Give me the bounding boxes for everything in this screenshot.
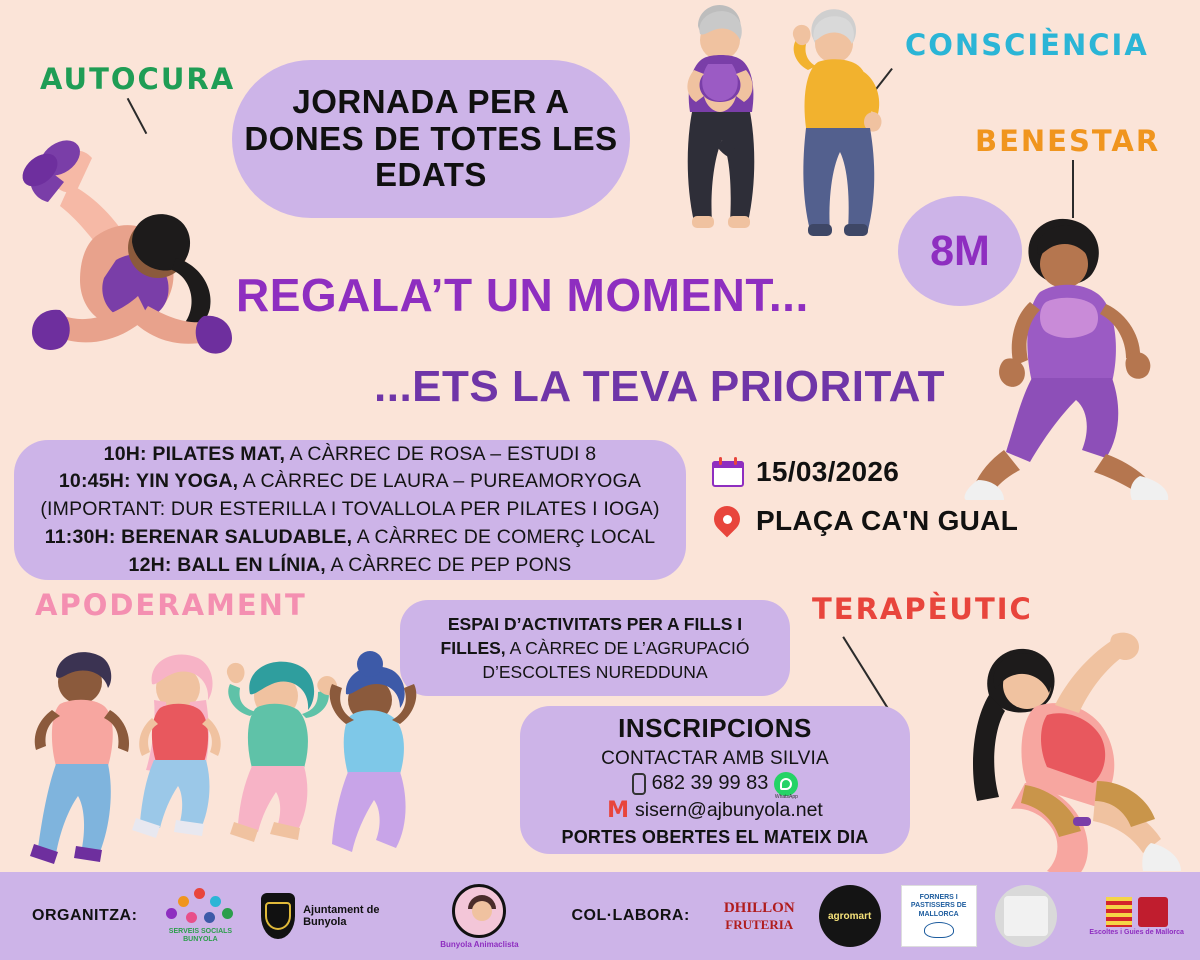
logo-ajuntament bbox=[261, 893, 401, 939]
kids-activity-bubble bbox=[400, 600, 790, 696]
footer-organitza-label: ORGANITZA: bbox=[32, 907, 138, 924]
illustration-lunge-woman bbox=[960, 210, 1200, 500]
logo-agromart-caption: agromart bbox=[827, 910, 872, 922]
logo-dhillon-line2: FRUTERIA bbox=[725, 916, 794, 932]
logo-dhillon-fruteria bbox=[724, 900, 795, 933]
illustration-dancing-group bbox=[18, 640, 418, 870]
illustration-side-stretch-woman bbox=[955, 585, 1200, 885]
ajuntament-shield-icon bbox=[261, 893, 295, 939]
whatsapp-label: WhatsApp bbox=[774, 793, 798, 800]
logo-bunyola-animaclista bbox=[427, 884, 531, 949]
inscriptions-phone[interactable]: 682 39 99 83 bbox=[651, 772, 769, 794]
headline-line-2: ...ETS LA TEVA PRIORITAT bbox=[374, 362, 945, 411]
logo-agromart bbox=[819, 885, 881, 947]
inscriptions-phone-row bbox=[632, 772, 799, 800]
kids-activity-rest: A CÀRREC DE L’AGRUPACIÓ D’ESCOLTES NUREDDUNA bbox=[482, 637, 750, 683]
logo-coin bbox=[995, 885, 1057, 947]
inscriptions-title: INSCRIPCIONS bbox=[618, 712, 812, 743]
event-date: 15/03/2026 bbox=[756, 456, 900, 487]
logo-dhillon-line1: DHILLON bbox=[723, 899, 795, 916]
calendar-icon bbox=[712, 457, 744, 487]
schedule-item: 10H: PILATES MAT, A CÀRREC DE ROSA – ESTUDI 8 bbox=[103, 442, 597, 465]
keyword-terapeutic: TERAPÈUTIC bbox=[812, 592, 1033, 626]
logo-bunyola-caption: Bunyola Animaclista bbox=[440, 939, 519, 949]
badge-8m-label: 8M bbox=[930, 226, 990, 275]
keyword-benestar: BENESTAR bbox=[975, 124, 1161, 158]
logo-forn-caption: FORNERS I PASTISSERS DE MALLORCA bbox=[910, 894, 967, 918]
inscriptions-note: PORTES OBERTES EL MATEIX DIA bbox=[561, 826, 869, 847]
keyword-consciencia: CONSCIÈNCIA bbox=[905, 28, 1149, 62]
poster-title: JORNADA PER A DONES DE TOTES LES EDATS bbox=[244, 82, 618, 194]
kids-activity-bold: ESPAI D’ACTIVITATS PER A FILLS I FILLES, bbox=[440, 613, 743, 658]
inscriptions-email-row bbox=[607, 798, 823, 823]
inscriptions-email[interactable]: sisern@ajbunyola.net bbox=[635, 798, 823, 821]
schedule-item: 10:45H: YIN YOGA, A CÀRREC DE LAURA – PUREAMORYOGA bbox=[58, 470, 642, 493]
title-bubble bbox=[232, 60, 630, 218]
event-place: PLAÇA CA'N GUAL bbox=[756, 505, 1019, 536]
mail-icon: M bbox=[607, 797, 630, 823]
keyword-terapeutic-line bbox=[842, 636, 891, 713]
logo-escoltes-guies bbox=[1077, 897, 1197, 936]
illustration-stretching-woman bbox=[778, 2, 898, 252]
logo-serveis-socials-caption: SERVEIS SOCIALS BUNYOLA bbox=[168, 928, 233, 943]
logo-ajuntament-caption: Ajuntament de Bunyola bbox=[303, 904, 380, 928]
illustration-pilates-woman bbox=[8, 110, 238, 370]
logo-escoltes-caption: Escoltes i Guies de Mallorca bbox=[1089, 928, 1184, 936]
escoltes-emblem-icon bbox=[1138, 897, 1168, 927]
keyword-apoderament: APODERAMENT bbox=[35, 588, 307, 622]
logo-serveis-socials bbox=[155, 888, 245, 943]
event-place-row bbox=[712, 504, 1018, 538]
keyword-autocura: AUTOCURA bbox=[40, 62, 236, 96]
schedule-item: 12H: BALL EN LÍNIA, A CÀRREC DE PEP PONS bbox=[128, 553, 572, 576]
schedule-item: 11:30H: BERENAR SALUDABLE, A CÀRREC DE COMERÇ LOCAL bbox=[44, 525, 656, 548]
senyera-icon bbox=[1106, 897, 1132, 927]
inscriptions-contact: CONTACTAR AMB SILVIA bbox=[601, 747, 829, 769]
kids-activity-text bbox=[400, 612, 790, 684]
headline-line-1: REGALA’T UN MOMENT... bbox=[236, 269, 809, 321]
schedule-bubble bbox=[14, 440, 686, 580]
phone-icon bbox=[632, 773, 646, 795]
logo-forn-pastisseria bbox=[901, 885, 977, 947]
whatsapp-icon[interactable] bbox=[774, 772, 798, 800]
illustration-yoga-woman bbox=[660, 0, 780, 250]
footer-collabora-label: COL·LABORA: bbox=[571, 907, 690, 924]
schedule-note: (IMPORTANT: DUR ESTERILLA I TOVALLOLA PER PILATES I IOGA) bbox=[40, 498, 660, 521]
location-pin-icon bbox=[712, 504, 742, 538]
inscriptions-bubble bbox=[520, 706, 910, 854]
footer bbox=[0, 872, 1200, 960]
schedule-list bbox=[40, 441, 659, 579]
